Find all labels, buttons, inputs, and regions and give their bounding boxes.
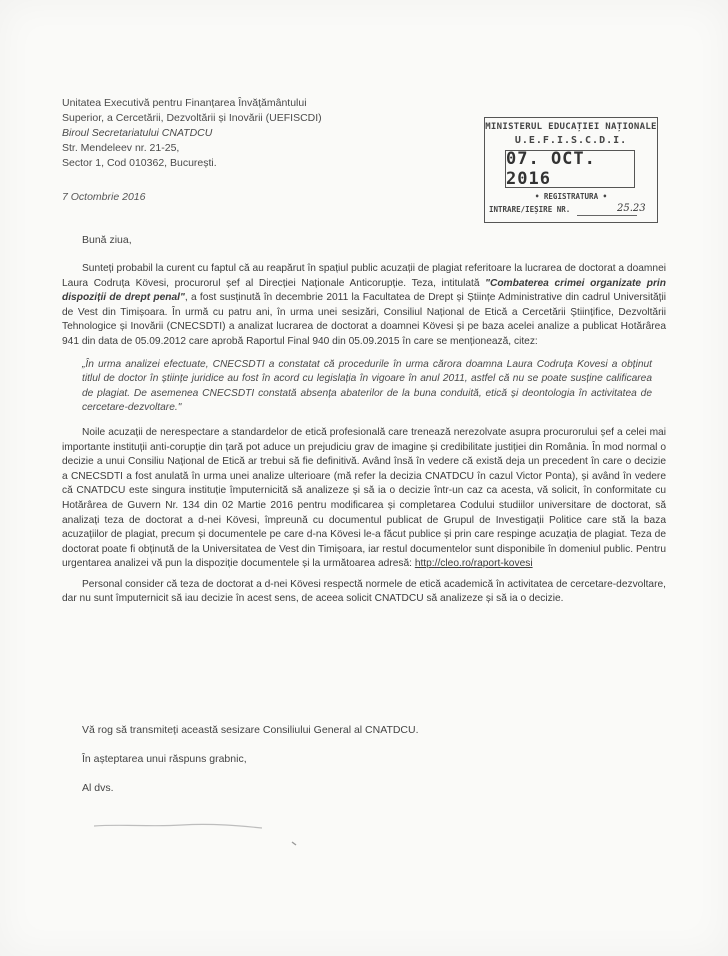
paragraph-text: Sunteți probabil la curent cu faptul că au reapărut în spațiul public acuzații de plagiat referitoare la lucrarea de doctorat a doamnei Laura Codruța Kövesi, procurorul șef al Direcției Naționale Anticorupție. Teza, intitulată: [62, 263, 666, 289]
greeting: Bună ziua,: [82, 234, 132, 246]
paragraph-text: Noile acuzații de nerespectare a standardelor de etică profesională care trenează nerezolvate asupra procurorului șef a celei mai importante instituții anti-corupție din țară pot aduce un prejudiciu grav de imagine și credibilitate justiției din România. În mod normal o decizie a unui Consiliu Național de Etică ar trebui să fie definitivă. Având însă în vedere că există deja un precedent în care o decizie a CNECSDTI a fost anulată în urma unei analize ulterioare (mă refer la decizia CNATDCU în cazul Victor Ponta), și având în vedere că CNATDCU este singura instituție împuternicită să analizeze și să ia o decizie într-un caz ca acesta, vă solicit, în conformitate cu Hotărârea de Guvern Nr. 134 din 02 Martie 2016 pentru modificarea și completarea Codului studiilor universitare de doctorat, să analizați teza de doctorat a d-nei Kövesi, împreună cu documentul publicat de Grupul de Investigații Politice care stă la baza acuzațiilor de plagiat, precum și documentele pe care d-na Kövesi le-a făcut publice și prin care respinge acuzația de plagiat. Teza de doctorat poate fi obținută de la Universitatea de Vest din Timișoara, iar restul documentelor sunt disponibile în domeniul public. Pentru urgentarea analizei vă pun la dispoziție documentele și la următoarea adresă:: [62, 426, 666, 570]
quoted-decision: „În urma analizei efectuate, CNECSDTI a constatat că procedurile în urma cărora doamna Laura Codruța Kovesi a obținut titlul de doctor în științe juridice au fost în acord cu legislația în vigoare în anul 2011, astfel că nu se poate susține calificarea de plagiat. De asemenea CNECSDTI constată absența abaterilor de la buna conduită, etică și deontologia în activitatea de cercetare-dezvoltare.": [82, 358, 652, 414]
paragraph-3: Personal consider că teza de doctorat a d-nei Kövesi respectă normele de etică academică în activitatea de cercetare-dezvoltare, dar nu sunt împuternicit să iau decizie în acest sens, de aceea solicit CNATDCU să analizeze și să ia o decizie.: [62, 578, 666, 605]
stamp-ministry: MINISTERUL EDUCAȚIEI NAȚIONALE: [485, 122, 657, 132]
address-line: Biroul Secretariatului CNATDCU: [62, 127, 213, 139]
stamp-entry-label: INTRARE/IEȘIRE NR.: [489, 205, 571, 214]
address-line: Str. Mendeleev nr. 21-25,: [62, 142, 180, 154]
registry-stamp: [484, 117, 658, 223]
address-line: Sector 1, Cod 010362, București.: [62, 157, 217, 169]
closing-await: În așteptarea unui răspuns grabnic,: [82, 753, 247, 765]
stamp-agency: U.E.F.I.S.C.D.I.: [514, 135, 628, 146]
letter-body: [62, 262, 666, 613]
paragraph-text: , a fost susținută în decembrie 2011 la Facultatea de Drept și Științe Administrative din cadrul Universității de Vest din Timișoara. În urmă cu patru ani, în urma unei sesizări, Consiliul Național de Etică a Cercetării Științifice, Dezvoltării Tehnologice și Inovării (CNECSDTI) a analizat lucrarea de doctorat a doamnei Kövesi și pe baza acelei analize a publicat Hotărârea 941 din data de 05.09.2012 care aprobă Raportul Final 940 din 05.09.2015 în care se menționează, citez:: [62, 292, 666, 347]
paragraph-1: [62, 262, 666, 350]
closing-request: Vă rog să transmiteți această sesizare Consiliului General al CNATDCU.: [82, 724, 419, 736]
stamp-entry-number: 25.23: [617, 203, 646, 214]
signature-mark: [92, 818, 322, 848]
stamp-entry-line: [577, 215, 637, 216]
address-line: Unitatea Executivă pentru Finanțarea Învățământului: [62, 97, 307, 109]
paragraph-2: [62, 426, 666, 572]
stamp-registry: • REGISTRATURA •: [534, 192, 608, 201]
stamp-date: 07. OCT. 2016: [505, 150, 635, 188]
closing-signoff: Al dvs.: [82, 782, 114, 794]
letter-date: 7 Octombrie 2016: [62, 191, 146, 203]
recipient-address: [62, 96, 482, 171]
thesis-title: "Combaterea crimei organizate prin dispoziții de drept penal": [62, 277, 666, 304]
address-line: Superior, a Cercetării, Dezvoltării și Inovării (UEFISCDI): [62, 112, 322, 124]
report-link[interactable]: http://cleo.ro/raport-kovesi: [414, 558, 533, 570]
